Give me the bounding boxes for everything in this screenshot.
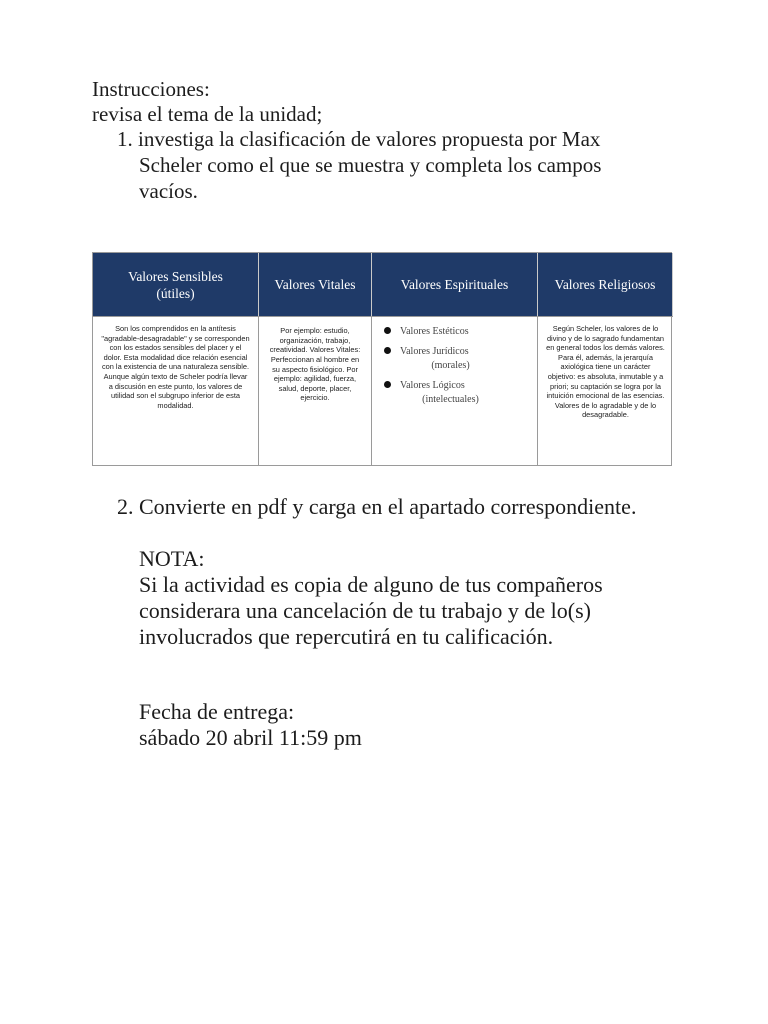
bullet-icon <box>384 347 391 354</box>
header-sensibles-sublabel: (útiles) <box>156 285 195 301</box>
step-2: 2. Convierte en pdf y carga en el apartado correspondiente. <box>117 494 637 519</box>
list-item-label: Valores Estéticos <box>400 326 469 337</box>
cell-sensibles: Son los comprendidos en la antítesis "agradable-desagradable" y se corresponden con los estados sensibles del placer y el dolor. Esta modalidad dice relación esencial con la existencia de una naturaleza sensible. Aunque algún texto de Scheler podría llevar a discusión en este punto, los valores de utilidad son el subgrupo inferior de esta modalidad. <box>93 316 259 465</box>
espirituales-list <box>378 323 531 407</box>
nota-line-3: involucrados que repercutirá en tu calificación. <box>139 624 554 649</box>
due-date-label: Fecha de entrega: <box>139 699 295 724</box>
nota-heading: NOTA: <box>139 546 205 571</box>
list-item <box>400 379 531 407</box>
bullet-icon <box>384 381 391 388</box>
instructions-line: revisa el tema de la unidad; <box>92 102 323 126</box>
step-1-line-1: 1. investiga la clasificación de valores propuesta por Max <box>117 127 601 151</box>
list-item <box>400 345 531 373</box>
cell-religiosos: Según Scheler, los valores de lo divino y de lo sagrado fundamentan en general todos los demás valores. Para él, además, la jerarquía axiológica tiene un carácter objetivo: es absoluta, inmutable y a priori; su captación se logra por la intuición emocional de las esencias. Valores de lo agradable y de lo desagradable. <box>538 316 673 465</box>
list-item <box>400 325 531 339</box>
step-1-line-2: Scheler como el que se muestra y completa los campos <box>139 153 602 177</box>
scheler-values-table <box>92 252 672 466</box>
header-valores-vitales: Valores Vitales <box>259 253 372 316</box>
nota-line-2: considerara una cancelación de tu trabajo y de lo(s) <box>139 598 592 623</box>
nota-line-1: Si la actividad es copia de alguno de tus compañeros <box>139 572 603 597</box>
step-1-line-3: vacíos. <box>139 179 198 203</box>
cell-vitales-text: Por ejemplo: estudio, organización, trabajo, creatividad. Valores Vitales: Perfeccionan al hombre en su aspecto fisiológico. Por ejemplo: agilidad, fuerza, salud, deporte, placer, ejercicio. <box>269 326 361 403</box>
list-item-sublabel: (morales) <box>431 360 470 371</box>
bullet-icon <box>384 327 391 334</box>
list-item-label: Valores Lógicos <box>400 380 465 391</box>
due-date-value: sábado 20 abril 11:59 pm <box>139 725 362 750</box>
header-sensibles-label: Valores Sensibles <box>128 268 223 284</box>
list-item-label: Valores Jurídicos <box>400 346 469 357</box>
header-valores-sensibles <box>93 253 259 316</box>
header-valores-religiosos: Valores Religiosos <box>538 253 673 316</box>
header-valores-espirituales: Valores Espirituales <box>372 253 538 316</box>
cell-espirituales <box>372 316 538 465</box>
cell-vitales <box>259 316 372 465</box>
instructions-heading: Instrucciones: <box>92 77 210 101</box>
list-item-sublabel: (intelectuales) <box>422 394 479 405</box>
